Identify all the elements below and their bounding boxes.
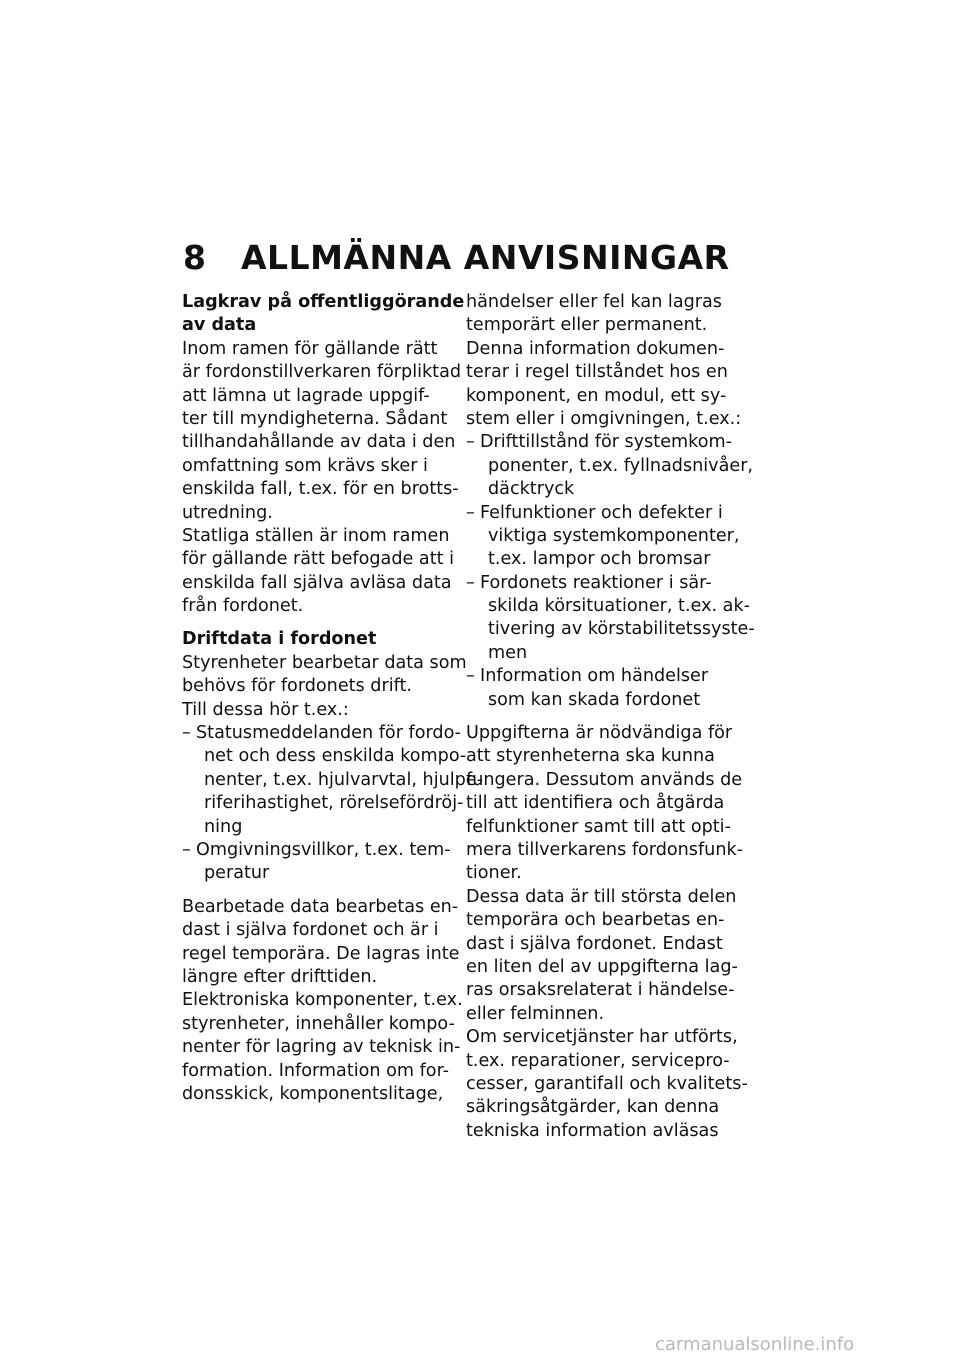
line-text: Omgivningsvillkor, t.ex. tem-	[196, 839, 451, 860]
body-text-line	[466, 745, 738, 768]
section-heading	[182, 628, 452, 651]
line-text: behövs för fordonets drift.	[182, 676, 412, 697]
bullet-continuation	[182, 816, 452, 839]
body-text-line	[466, 722, 738, 745]
line-text: Felfunktioner och defekter i	[480, 502, 723, 523]
bullet-continuation	[182, 769, 483, 792]
bullet-continuation	[182, 745, 467, 768]
body-text-line	[182, 385, 452, 408]
line-text: Statusmeddelanden för fordo-	[196, 723, 462, 744]
line-text: Denna information dokumen-	[466, 338, 725, 359]
paragraph-gap	[182, 618, 452, 628]
body-text-line	[466, 839, 744, 862]
line-text: Styrenheter bearbetar data som	[182, 652, 467, 673]
line-text: riferihastighet, rörelsefördröj-	[204, 793, 464, 814]
body-text-line	[182, 338, 452, 361]
body-text-line	[182, 361, 462, 384]
line-text: ponenter, t.ex. fyllnadsnivåer,	[488, 455, 754, 476]
bullet-continuation	[466, 642, 738, 665]
line-text: eller felminnen.	[466, 1003, 605, 1024]
chapter-number: 8	[183, 238, 207, 277]
line-text: nenter för lagring av teknisk in-	[182, 1037, 461, 1058]
bullet-dash: –	[466, 666, 475, 687]
body-text-line	[466, 886, 738, 909]
bullet-item	[182, 722, 462, 745]
body-text-line	[182, 1036, 461, 1059]
line-text: donsskick, komponentslitage,	[182, 1083, 444, 1104]
line-text: händelser eller fel kan lagras	[466, 292, 722, 312]
line-text: Bearbetade data bearbetas en-	[182, 896, 459, 917]
bullet-item	[466, 431, 738, 454]
line-text: Statliga ställen är inom ramen	[182, 525, 450, 546]
body-text-line	[466, 361, 738, 384]
left-column	[182, 291, 483, 1106]
line-text: Driftdata i fordonet	[182, 629, 377, 650]
body-text-line	[182, 1013, 455, 1036]
body-text-line	[182, 943, 460, 966]
section-heading	[182, 291, 465, 314]
body-text-line	[466, 862, 738, 885]
line-text: t.ex. lampor och bromsar	[488, 549, 711, 570]
line-text: enskilda fall själva avläsa data	[182, 572, 452, 593]
line-text: tillhandahållande av data i den	[182, 432, 456, 453]
bullet-item	[466, 572, 738, 595]
right-column	[466, 291, 755, 1143]
body-text-line	[182, 408, 452, 431]
line-text: som kan skada fordonet	[488, 689, 701, 710]
line-text: mera tillverkarens fordonsfunk-	[466, 839, 744, 860]
line-text: är fordonstillverkaren förpliktad	[182, 362, 462, 383]
body-text-line	[466, 956, 738, 979]
body-text-line	[182, 1060, 452, 1083]
body-text-line	[182, 1083, 452, 1106]
line-text: tekniska information avläsas	[466, 1120, 719, 1141]
line-text: Fordonets reaktioner i sär-	[480, 572, 712, 593]
bullet-continuation	[466, 455, 754, 478]
line-text: säkringsåtgärder, kan denna	[466, 1097, 720, 1118]
paragraph-gap	[466, 712, 738, 722]
line-text: tioner.	[466, 863, 522, 884]
body-text-line	[182, 502, 452, 525]
body-text-line	[466, 338, 738, 361]
line-text: Dessa data är till största delen	[466, 886, 737, 907]
line-text: cesser, garantifall och kvalitets-	[466, 1073, 748, 1094]
line-text: regel temporära. De lagras inte	[182, 943, 460, 964]
line-text: skilda körsituationer, t.ex. ak-	[488, 596, 750, 617]
line-text: dast i själva fordonet. Endast	[466, 933, 723, 954]
body-text-line	[466, 792, 738, 815]
body-text-line	[182, 455, 452, 478]
body-text-line	[466, 909, 738, 932]
body-text-line	[182, 675, 452, 698]
line-text: för gällande rätt befogade att i	[182, 549, 454, 570]
body-text-line	[466, 769, 743, 792]
line-text: Inom ramen för gällande rätt	[182, 338, 438, 359]
body-text-line	[182, 966, 452, 989]
line-text: Om servicetjänster har utförts,	[466, 1027, 738, 1048]
bullet-dash: –	[466, 502, 475, 523]
line-text: felfunktioner samt till att opti-	[466, 816, 731, 837]
bullet-continuation	[466, 618, 755, 641]
line-text: att lämna ut lagrade uppgif-	[182, 385, 430, 406]
line-text: Drifttillstånd för systemkom-	[480, 432, 732, 453]
line-text: enskilda fall, t.ex. för en brotts-	[182, 479, 459, 500]
line-text: men	[488, 642, 528, 663]
bullet-dash: –	[466, 432, 475, 453]
body-text-line	[182, 989, 463, 1012]
bullet-item	[466, 502, 738, 525]
line-text: Lagkrav på offentliggörande	[182, 292, 465, 312]
line-text: stem eller i omgivningen, t.ex.:	[466, 408, 742, 429]
line-text: utredning.	[182, 502, 273, 523]
bullet-continuation	[466, 525, 738, 548]
line-text: temporärt eller permanent.	[466, 315, 708, 336]
line-text: nenter, t.ex. hjulvarvtal, hjulpe-	[204, 769, 483, 790]
body-text-line	[182, 431, 456, 454]
bullet-continuation	[466, 478, 738, 501]
body-text-line	[182, 652, 467, 675]
line-text: dast i själva fordonet och är i	[182, 920, 439, 941]
body-text-line	[466, 1073, 748, 1096]
body-text-line	[182, 919, 452, 942]
body-text-line	[182, 896, 459, 919]
bullet-item	[182, 839, 452, 862]
bullet-continuation	[182, 792, 464, 815]
chapter-heading	[183, 238, 730, 277]
body-text-line	[466, 291, 738, 314]
line-text: formation. Information om for-	[182, 1060, 450, 1081]
body-text-line	[466, 816, 738, 839]
line-text: till att identifiera och åtgärda	[466, 793, 725, 814]
line-text: terar i regel tillståndet hos en	[466, 362, 728, 383]
body-text-line	[182, 548, 452, 571]
line-text: t.ex. reparationer, servicepro-	[466, 1050, 730, 1071]
bullet-dash: –	[182, 839, 191, 860]
line-text: längre efter drifttiden.	[182, 966, 378, 987]
body-text-line	[466, 1096, 738, 1119]
line-text: av data	[182, 315, 257, 336]
line-text: omfattning som krävs sker i	[182, 455, 428, 476]
line-text: net och dess enskilda kompo-	[204, 746, 467, 767]
line-text: peratur	[204, 863, 270, 884]
line-text: Information om händelser	[480, 666, 709, 687]
paragraph-gap	[182, 886, 452, 896]
line-text: temporära och bearbetas en-	[466, 910, 725, 931]
section-heading	[182, 314, 452, 337]
line-text: tivering av körstabilitetssyste-	[488, 619, 755, 640]
line-text: ning	[204, 816, 243, 837]
line-text: ter till myndigheterna. Sådant	[182, 408, 448, 429]
bullet-continuation	[182, 862, 452, 885]
body-text-line	[182, 525, 452, 548]
line-text: Uppgifterna är nödvändiga för	[466, 723, 733, 744]
bullet-dash: –	[466, 572, 475, 593]
body-text-line	[466, 979, 738, 1002]
body-text-line	[466, 1003, 738, 1026]
line-text: viktiga systemkomponenter,	[488, 525, 740, 546]
bullet-continuation	[466, 689, 738, 712]
line-text: styrenheter, innehåller kompo-	[182, 1013, 455, 1034]
bullet-continuation	[466, 548, 738, 571]
line-text: Till dessa hör t.ex.:	[182, 699, 349, 720]
body-text-line	[182, 478, 459, 501]
line-text: fungera. Dessutom används de	[466, 769, 743, 790]
body-text-line	[466, 1120, 738, 1143]
line-text: en liten del av uppgifterna lag-	[466, 956, 738, 977]
line-text: från fordonet.	[182, 596, 304, 617]
bullet-item	[466, 665, 738, 688]
line-text: Elektroniska komponenter, t.ex.	[182, 990, 463, 1011]
line-text: ras orsaksrelaterat i händelse-	[466, 980, 735, 1001]
body-text-line	[466, 314, 738, 337]
line-text: att styrenheterna ska kunna	[466, 746, 715, 767]
bullet-dash: –	[182, 723, 191, 744]
body-text-line	[466, 1050, 738, 1073]
body-text-line	[182, 572, 452, 595]
body-text-line	[182, 699, 452, 722]
chapter-title: ALLMÄNNA ANVISNINGAR	[241, 238, 730, 277]
body-text-line	[466, 385, 738, 408]
watermark: carmanualsonline.info	[655, 1334, 855, 1355]
line-text: komponent, en modul, ett sy-	[466, 385, 727, 406]
body-text-line	[466, 933, 738, 956]
line-text: däcktryck	[488, 479, 575, 500]
body-text-line	[182, 595, 452, 618]
body-text-line	[466, 1026, 738, 1049]
bullet-continuation	[466, 595, 750, 618]
body-text-line	[466, 408, 742, 431]
